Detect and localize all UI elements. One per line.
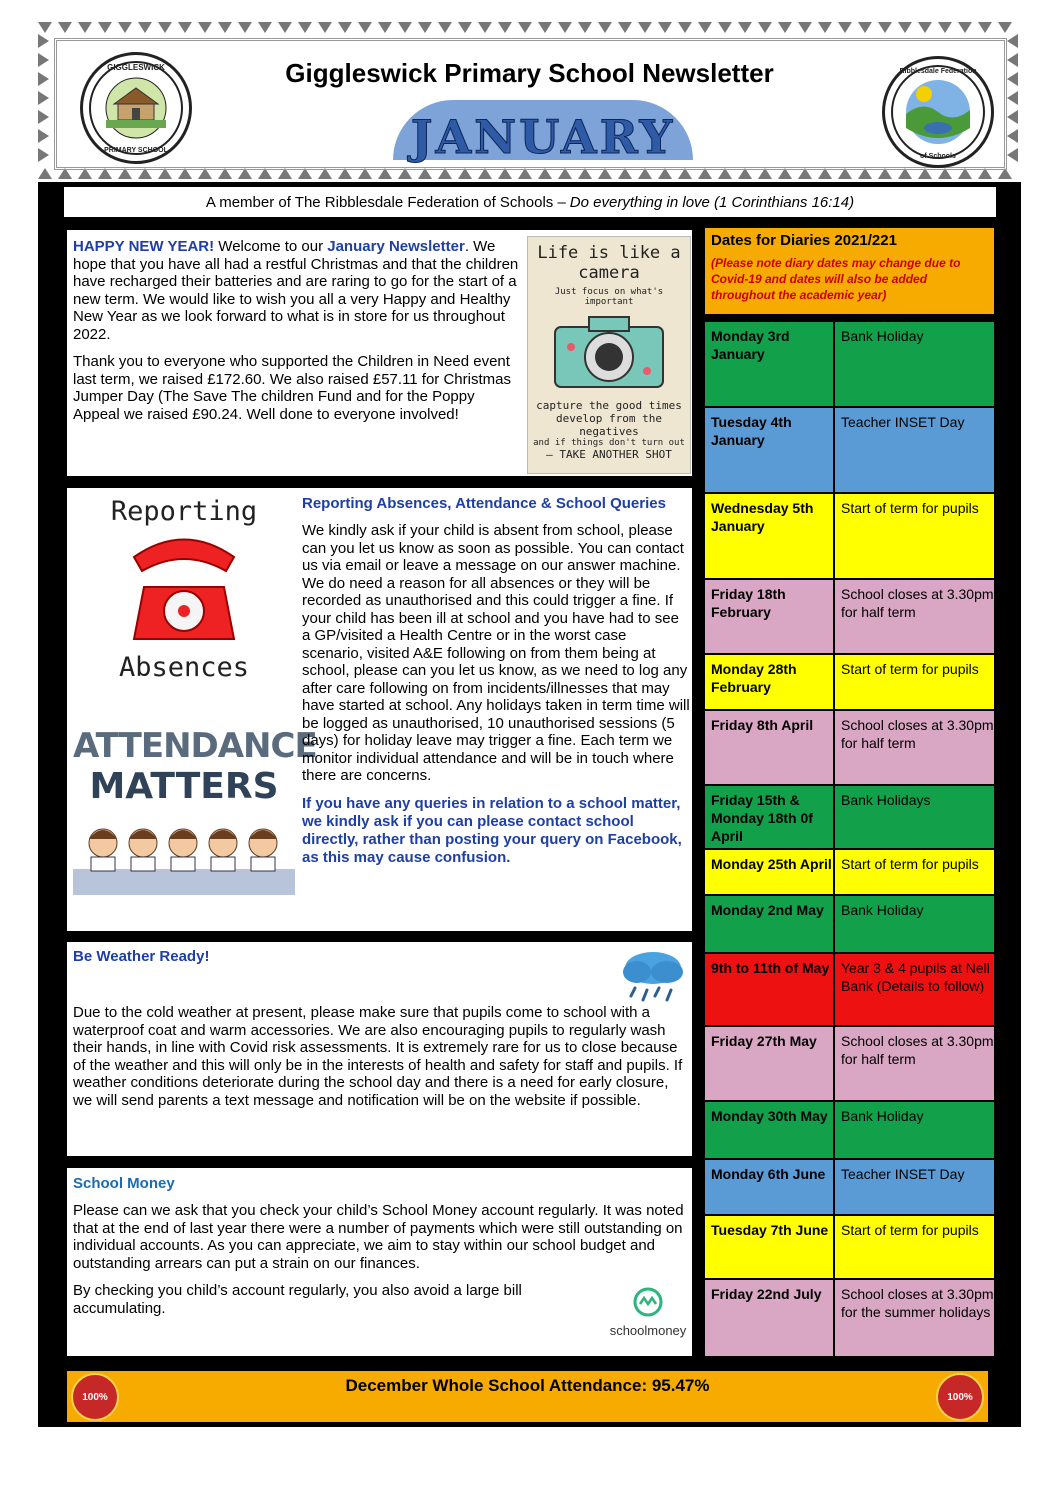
matters-word: MATTERS [89, 766, 279, 807]
diary-date: Monday 28th February [705, 655, 835, 709]
absences-body: We kindly ask if your child is absent from school, please can you let us know as soon as possible. You can contact us via email or leave a message on our answer machine. We do need a reason for all absences or they will be recorded as unauthorised and this could trigger a fine. If your child has been ill at school and you have had to see a GP/visited a Health Centre or in the worst case scenario, visited A&E following on from them being at school, please can you let us know, as we need to log any after care following on from incidents/illnesses that may have started at school. Any holidays taken in term time will be logged as unauthorised, 10 unauthorised sessions (5 days) for holiday leave may trigger a fine. Each term we monitor individual attendance and will be in touch where there are concerns. [302, 522, 690, 784]
diary-event: School closes at 3.30pm for the summer holidays [841, 1286, 994, 1320]
diary-date: Friday 8th April [705, 711, 835, 784]
money-heading: School Money [73, 1175, 175, 1192]
diary-date: Monday 2nd May [705, 896, 835, 952]
poster-line: camera [578, 263, 640, 283]
diary-date: Monday 30th May [705, 1102, 835, 1158]
diary-date: Tuesday 4th January [705, 408, 835, 492]
diary-date: Monday 3rd January [705, 322, 835, 406]
children-illustration [73, 807, 295, 897]
diary-date: Monday 6th June [705, 1160, 835, 1214]
newsletter-name: January Newsletter [327, 238, 465, 255]
diary-event: Bank Holiday [841, 902, 924, 918]
dates-title: Dates for Diaries 2021/221 [711, 232, 897, 249]
image-caption-top: Reporting [110, 496, 258, 527]
diary-date: Tuesday 7th June [705, 1216, 835, 1278]
attendance-badge-icon: 100% [71, 1373, 119, 1421]
fundraising-paragraph: Thank you to everyone who supported the Children in Need event last term, we raised £172.60. We also raised £57.11 for Christmas Jumper Day (The Save The children Fund and for the Poppy Appeal we raised £90.24. Well done to everyone involved! [73, 353, 511, 423]
border-decoration [38, 34, 52, 172]
attendance-label: December Whole School Attendance: 95.47% [345, 1376, 710, 1395]
new-year-greeting: HAPPY NEW YEAR! [73, 238, 215, 255]
diary-date-row [705, 1216, 994, 1278]
diary-date-row [705, 655, 994, 709]
federation-logo [882, 56, 994, 168]
image-caption-bottom: Absences [118, 652, 250, 683]
attendance-word: ATTENDANCE [73, 726, 317, 766]
diary-date-row [705, 1280, 994, 1356]
intro-text: . We hope that you have all had a restful Christmas and that the children have recharged their batteries and are raring to go for the start of a new term. We would like to wish you all a very Happy and Healthy New Year as we look forward to what is in store for us throughout 2022. [73, 238, 519, 343]
poster-line: capture the good times [536, 399, 682, 412]
diary-date-row [705, 580, 994, 653]
border-decoration [1007, 34, 1021, 172]
diary-date-row [705, 954, 994, 1025]
motto: Do everything in love (1 Corinthians 16:14) [569, 193, 855, 211]
dates-note: (Please note diary dates may change due to Covid-19 and dates will also be added throughout the academic year) [711, 256, 961, 302]
poster-line: Life is like a [537, 243, 681, 263]
camera-icon [549, 311, 669, 391]
attendance-matters-image [73, 726, 317, 926]
newsletter-title: Giggleswick Primary School Newsletter [285, 58, 774, 88]
diary-date-row [705, 1027, 994, 1100]
poster-line: develop from the negatives [556, 412, 662, 438]
schoolmoney-icon [632, 1286, 664, 1318]
svg-text:of Schools: of Schools [920, 153, 956, 160]
diary-date: Friday 22nd July [705, 1280, 835, 1356]
diary-event: Bank Holidays [841, 792, 931, 808]
diary-date: Friday 18th February [705, 580, 835, 653]
reporting-absences-image [73, 496, 295, 696]
schoolmoney-text: schoolmoney [609, 1323, 687, 1338]
month-title: JANUARY [410, 110, 676, 164]
border-decoration [38, 22, 1021, 36]
diary-date-row [705, 1160, 994, 1214]
diary-event: Bank Holiday [841, 328, 924, 344]
diary-date-row [705, 494, 994, 578]
money-body-2: By checking you child’s account regularly, you also avoid a large bill accumulating. [73, 1282, 522, 1317]
federation-text: A member of The Ribblesdale Federation of Schools – [205, 193, 566, 211]
diary-event: Teacher INSET Day [841, 414, 965, 430]
diary-event: Teacher INSET Day [841, 1166, 965, 1182]
diary-date: Friday 27th May [705, 1027, 835, 1100]
svg-text:Ribblesdale Federation: Ribblesdale Federation [899, 68, 977, 75]
poster-line: — TAKE ANOTHER SHOT [546, 448, 672, 461]
svg-text:GIGGLESWICK: GIGGLESWICK [107, 63, 165, 72]
weather-body: Due to the cold weather at present, please make sure that pupils come to school with a waterproof coat and warm accessories. We are also encouraging pupils to regularly wash their hands, in line with Covid risk assessments. It is extremely rare for us to close because of the weather and this will only be in the interests of health and safety for staff and pupils. If weather conditions deteriorate during the school day and there is a need for early closure, we will send parents a text message and notification will be on the website if possible. [73, 1004, 683, 1109]
diary-date-row [705, 1102, 994, 1158]
diary-date: 9th to 11th of May [705, 954, 835, 1025]
diary-date-row [705, 896, 994, 952]
diary-date-row [705, 408, 994, 492]
school-money-section [67, 1168, 692, 1356]
diary-event: Start of term for pupils [841, 661, 979, 677]
diary-date-row [705, 786, 994, 848]
schoolmoney-logo [607, 1286, 689, 1350]
absences-section [67, 488, 692, 931]
diary-date-row [705, 711, 994, 784]
month-banner [318, 100, 768, 164]
weather-section [67, 942, 692, 1156]
queries-callout: If you have any queries in relation to a school matter, we kindly ask if you can please contact school directly, rather than posting your query on Facebook, as this may cause confusion. [302, 794, 682, 866]
attendance-badge-icon: 100% [936, 1373, 984, 1421]
dates-header [705, 228, 994, 314]
telephone-icon [114, 527, 254, 647]
diary-date-row [705, 850, 994, 894]
svg-text:PRIMARY SCHOOL: PRIMARY SCHOOL [104, 147, 168, 154]
welcome-text: Welcome to our [214, 238, 328, 255]
diary-event: School closes at 3.30pm for half term [841, 1033, 994, 1067]
money-body: Please can we ask that you check your child’s School Money account regularly. It was noted that at the end of last year there were a number of payments which were still outstanding on individual accounts. As you can appreciate, we aim to stay within our school budget and outstanding arrears can put a strain on our finances. [73, 1202, 684, 1272]
header [38, 22, 1021, 182]
diary-event: Start of term for pupils [841, 1222, 979, 1238]
poster-line: Just focus on what's important [554, 287, 664, 307]
rain-cloud-icon [619, 948, 685, 1004]
diary-date-row [705, 322, 994, 406]
diary-event: Bank Holiday [841, 1108, 924, 1124]
poster-line: and if things don't turn out [533, 438, 685, 448]
intro-paragraph [73, 238, 519, 343]
diary-date: Friday 15th & Monday 18th 0f April [705, 786, 835, 848]
border-decoration [38, 168, 1021, 182]
diary-event: Start of term for pupils [841, 856, 979, 872]
camera-poster [527, 236, 691, 474]
diary-event: Start of term for pupils [841, 500, 979, 516]
diary-date: Wednesday 5th January [705, 494, 835, 578]
absences-heading: Reporting Absences, Attendance & School Queries [302, 495, 666, 512]
federation-banner [64, 187, 996, 217]
diary-event: School closes at 3.30pm for half term [841, 717, 994, 751]
weather-heading: Be Weather Ready! [73, 948, 210, 965]
attendance-banner [67, 1371, 988, 1422]
diary-event: School closes at 3.30pm for half term [841, 586, 994, 620]
diary-event: Year 3 & 4 pupils at Nell Bank (Details to follow) [841, 960, 990, 994]
diary-date: Monday 25th April [705, 850, 835, 894]
intro-section [67, 230, 692, 476]
